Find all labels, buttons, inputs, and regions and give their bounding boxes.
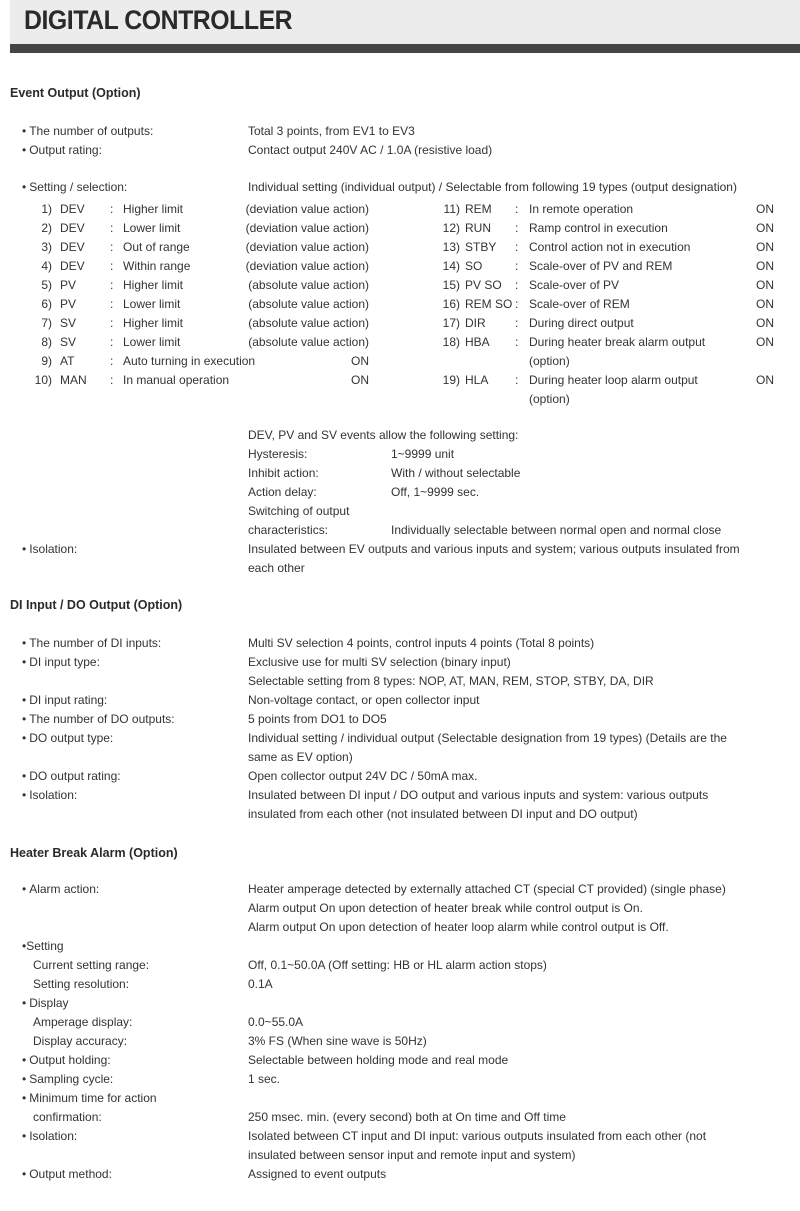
spec-value: Heater amperage detected by externally attached CT (special CT provided) (single phase) bbox=[248, 882, 726, 896]
setting-label: characteristics: bbox=[248, 523, 329, 537]
event-type-desc: Out of range bbox=[123, 240, 190, 254]
spec-value: insulated from each other (not insulated between DI input and DO output) bbox=[248, 807, 638, 821]
event-type-note: ON bbox=[756, 278, 774, 292]
event-type-code: DEV bbox=[60, 202, 85, 216]
spec-value: Exclusive use for multi SV selection (binary input) bbox=[248, 655, 511, 669]
spec-value: 0.1A bbox=[248, 977, 273, 991]
setting-value: Off, 1~9999 sec. bbox=[391, 485, 480, 499]
event-type-note: (deviation value action) bbox=[245, 221, 369, 235]
event-type-desc: Scale-over of PV and REM bbox=[529, 259, 673, 273]
event-type-note: ON bbox=[756, 259, 774, 273]
spec-label: • Setting / selection: bbox=[22, 178, 127, 197]
spec-label: • Sampling cycle: bbox=[22, 1070, 113, 1089]
event-type-code: DEV bbox=[60, 240, 85, 254]
section-title-event-output: Event Output (Option) bbox=[10, 86, 141, 100]
spec-value: 0.0~55.0A bbox=[248, 1015, 304, 1029]
event-type-number: 11) bbox=[443, 202, 460, 216]
spec-label: • Output method: bbox=[22, 1165, 112, 1184]
event-type-desc: In manual operation bbox=[123, 373, 230, 387]
event-type-number: 16) bbox=[442, 297, 460, 311]
section-title-di-do: DI Input / DO Output (Option) bbox=[10, 598, 183, 612]
event-type-desc: Scale-over of REM bbox=[529, 297, 630, 311]
spec-label: • Output holding: bbox=[22, 1051, 111, 1070]
event-type-note: (deviation value action) bbox=[245, 259, 369, 273]
spec-label: • Isolation: bbox=[22, 1127, 77, 1146]
event-type-note: (absolute value action) bbox=[248, 297, 369, 311]
event-type-desc: Lower limit bbox=[123, 335, 181, 349]
event-type-number: 12) bbox=[442, 221, 460, 235]
spec-label: Setting bbox=[26, 939, 64, 953]
event-type-colon: : bbox=[110, 240, 114, 254]
spec-label: • DO output type: bbox=[22, 729, 113, 748]
spec-label: • The number of DO outputs: bbox=[22, 710, 175, 729]
event-type-number: 4) bbox=[41, 259, 52, 273]
event-type-code: SV bbox=[60, 335, 77, 349]
event-type-colon: : bbox=[515, 335, 519, 349]
spec-value: Off, 0.1~50.0A (Off setting: HB or HL alarm action stops) bbox=[248, 958, 547, 972]
event-type-number: 5) bbox=[41, 278, 52, 292]
event-type-desc: Within range bbox=[123, 259, 191, 273]
event-type-desc: Higher limit bbox=[123, 316, 184, 330]
spec-label: • DI input type: bbox=[22, 653, 100, 672]
spec-value: Selectable between holding mode and real mode bbox=[248, 1053, 509, 1067]
event-type-code: MAN bbox=[60, 373, 87, 387]
spec-label: • DO output rating: bbox=[22, 767, 121, 786]
event-type-number: 17) bbox=[442, 316, 460, 330]
setting-label: Switching of output bbox=[248, 504, 350, 518]
event-type-code: DEV bbox=[60, 221, 85, 235]
event-type-colon: : bbox=[515, 240, 519, 254]
event-type-code: SO bbox=[465, 259, 483, 273]
spec-value: Alarm output On upon detection of heater break while control output is On. bbox=[248, 901, 643, 915]
spec-label: Current setting range: bbox=[33, 958, 150, 972]
spec-value: 5 points from DO1 to DO5 bbox=[248, 712, 387, 726]
event-type-note: (absolute value action) bbox=[248, 316, 369, 330]
event-type-desc: Lower limit bbox=[123, 297, 181, 311]
spec-label: Display accuracy: bbox=[33, 1034, 128, 1048]
spec-value: Open collector output 24V DC / 50mA max. bbox=[248, 769, 478, 783]
event-type-colon: : bbox=[515, 373, 519, 387]
event-type-colon: : bbox=[110, 221, 114, 235]
setting-label: Action delay: bbox=[248, 485, 317, 499]
spec-value: Individual setting (individual output) / Selectable from following 19 types (output designation) bbox=[248, 180, 737, 194]
event-type-note: ON bbox=[756, 240, 774, 254]
spec-value: Total 3 points, from EV1 to EV3 bbox=[248, 124, 415, 138]
event-type-desc: Higher limit bbox=[123, 202, 184, 216]
event-type-code: SV bbox=[60, 316, 77, 330]
event-type-desc: During heater break alarm output bbox=[529, 335, 706, 349]
setting-value: 1~9999 unit bbox=[391, 447, 455, 461]
event-type-desc: During heater loop alarm output bbox=[529, 373, 698, 387]
event-type-colon: : bbox=[110, 373, 114, 387]
setting-label: Hysteresis: bbox=[248, 447, 308, 461]
spec-label: • Alarm action: bbox=[22, 880, 99, 899]
event-type-code: PV bbox=[60, 297, 77, 311]
spec-value: Individual setting / individual output (Selectable designation from 19 types) (Details are the bbox=[248, 731, 727, 745]
spec-label: Amperage display: bbox=[33, 1015, 133, 1029]
event-type-colon: : bbox=[515, 221, 519, 235]
spec-label: • Isolation: bbox=[22, 786, 77, 805]
event-type-number: 3) bbox=[41, 240, 52, 254]
spec-value: 3% FS (When sine wave is 50Hz) bbox=[248, 1034, 427, 1048]
event-type-desc: Auto turning in execution bbox=[123, 354, 256, 368]
event-type-number: 14) bbox=[442, 259, 460, 273]
event-type-code: REM bbox=[465, 202, 492, 216]
event-type-number: 9) bbox=[41, 354, 52, 368]
event-type-number: 6) bbox=[41, 297, 52, 311]
spec-value: 1 sec. bbox=[248, 1072, 281, 1086]
spec-value: Contact output 240V AC / 1.0A (resistive load) bbox=[248, 143, 493, 157]
event-type-code: DEV bbox=[60, 259, 85, 273]
spec-value: Isolated between CT input and DI input: various outputs insulated from each other (not bbox=[248, 1129, 707, 1143]
spec-value: Insulated between EV outputs and various inputs and system; various outputs insulated from bbox=[248, 542, 740, 556]
event-type-number: 13) bbox=[442, 240, 460, 254]
event-type-note: (absolute value action) bbox=[248, 335, 369, 349]
event-type-number: 1) bbox=[41, 202, 52, 216]
event-type-code: AT bbox=[60, 354, 75, 368]
event-type-code: HLA bbox=[465, 373, 489, 387]
event-type-code: PV bbox=[60, 278, 77, 292]
event-type-colon: : bbox=[110, 354, 114, 368]
event-type-colon: : bbox=[515, 278, 519, 292]
event-settings-intro: DEV, PV and SV events allow the following setting: bbox=[248, 428, 519, 442]
spec-value: 250 msec. min. (every second) both at On time and Off time bbox=[248, 1110, 566, 1124]
event-type-code: RUN bbox=[465, 221, 491, 235]
event-type-note: (deviation value action) bbox=[245, 202, 369, 216]
event-type-note: ON bbox=[756, 316, 774, 330]
event-type-colon: : bbox=[515, 259, 519, 273]
event-type-colon: : bbox=[110, 335, 114, 349]
event-type-note: ON bbox=[756, 373, 774, 387]
page-title: DIGITAL CONTROLLER bbox=[24, 5, 293, 35]
event-type-desc: Control action not in execution bbox=[529, 240, 691, 254]
setting-value: Individually selectable between normal open and normal close bbox=[391, 523, 722, 537]
spec-value: Assigned to event outputs bbox=[248, 1167, 387, 1181]
spec-label: confirmation: bbox=[33, 1110, 102, 1124]
event-type-number: 8) bbox=[41, 335, 52, 349]
event-type-number: 19) bbox=[442, 373, 460, 387]
spec-value: Insulated between DI input / DO output and various inputs and system: various outputs bbox=[248, 788, 709, 802]
spec-value: Multi SV selection 4 points, control inputs 4 points (Total 8 points) bbox=[248, 636, 595, 650]
event-type-desc: Higher limit bbox=[123, 278, 184, 292]
event-type-colon: : bbox=[110, 297, 114, 311]
spec-label: • Minimum time for action bbox=[22, 1089, 157, 1108]
event-type-number: 15) bbox=[442, 278, 460, 292]
event-type-code: DIR bbox=[465, 316, 486, 330]
spec-label: Setting resolution: bbox=[33, 977, 130, 991]
event-type-desc: Ramp control in execution bbox=[529, 221, 668, 235]
spec-group-setting: •Setting bbox=[22, 939, 64, 953]
page-header bbox=[10, 0, 800, 44]
event-type-desc: (option) bbox=[529, 392, 570, 406]
event-type-code: REM SO bbox=[465, 297, 513, 311]
event-type-desc: In remote operation bbox=[529, 202, 634, 216]
event-type-colon: : bbox=[110, 278, 114, 292]
spec-value: Selectable setting from 8 types: NOP, AT, MAN, REM, STOP, STBY, DA, DIR bbox=[248, 674, 654, 688]
event-type-note: ON bbox=[756, 202, 774, 216]
spec-label: • Output rating: bbox=[22, 141, 102, 160]
event-type-colon: : bbox=[515, 202, 519, 216]
event-type-code: STBY bbox=[465, 240, 497, 254]
spec-value: same as EV option) bbox=[248, 750, 353, 764]
event-type-note: ON bbox=[756, 297, 774, 311]
event-type-desc: Lower limit bbox=[123, 221, 181, 235]
spec-value: each other bbox=[248, 561, 305, 575]
event-type-code: HBA bbox=[465, 335, 490, 349]
spec-value: insulated between sensor input and remote input and system) bbox=[248, 1148, 576, 1162]
spec-label: • The number of DI inputs: bbox=[22, 634, 161, 653]
event-type-colon: : bbox=[515, 316, 519, 330]
event-type-note: ON bbox=[756, 335, 774, 349]
spec-label: • Display bbox=[22, 994, 69, 1013]
event-type-note: ON bbox=[351, 354, 369, 368]
spec-label: • The number of outputs: bbox=[22, 122, 153, 141]
section-title-heater: Heater Break Alarm (Option) bbox=[10, 846, 178, 860]
setting-value: With / without selectable bbox=[391, 466, 521, 480]
setting-label: Inhibit action: bbox=[248, 466, 319, 480]
event-type-colon: : bbox=[110, 316, 114, 330]
event-type-note: ON bbox=[756, 221, 774, 235]
event-type-note: ON bbox=[351, 373, 369, 387]
event-type-desc: Scale-over of PV bbox=[529, 278, 620, 292]
header-divider bbox=[10, 44, 800, 53]
event-type-colon: : bbox=[110, 259, 114, 273]
event-type-note: (absolute value action) bbox=[248, 278, 369, 292]
event-type-number: 10) bbox=[34, 373, 52, 387]
spec-label: • Isolation: bbox=[22, 540, 77, 559]
spec-value: Non-voltage contact, or open collector input bbox=[248, 693, 480, 707]
event-type-code: PV SO bbox=[465, 278, 502, 292]
event-type-colon: : bbox=[515, 297, 519, 311]
event-type-colon: : bbox=[110, 202, 114, 216]
event-type-desc: During direct output bbox=[529, 316, 634, 330]
event-type-number: 7) bbox=[41, 316, 52, 330]
event-type-desc: (option) bbox=[529, 354, 570, 368]
event-type-number: 18) bbox=[442, 335, 460, 349]
event-type-note: (deviation value action) bbox=[245, 240, 369, 254]
spec-label: • DI input rating: bbox=[22, 691, 107, 710]
spec-value: Alarm output On upon detection of heater loop alarm while control output is Off. bbox=[248, 920, 669, 934]
event-type-number: 2) bbox=[41, 221, 52, 235]
